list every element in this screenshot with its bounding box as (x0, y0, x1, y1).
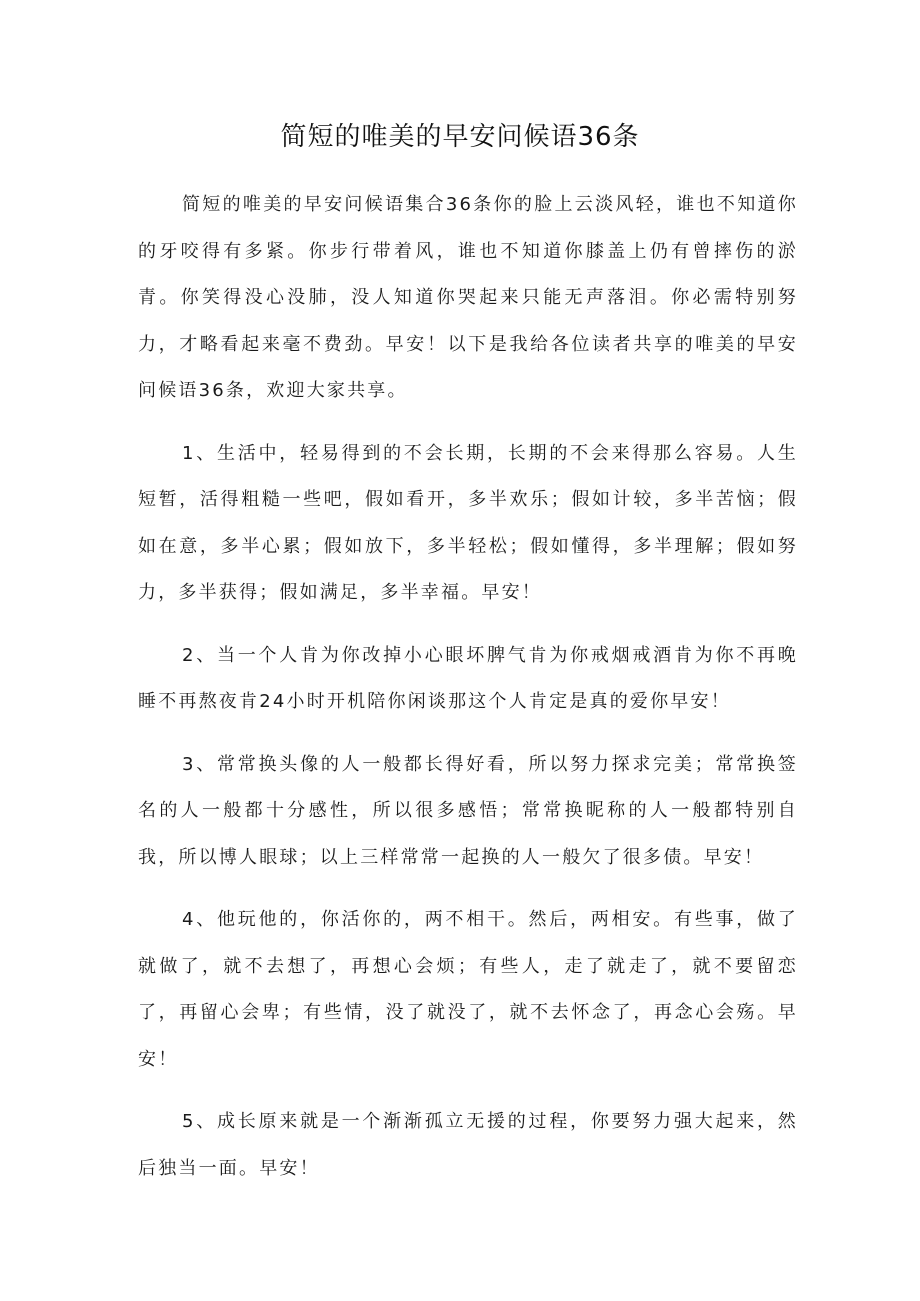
intro-paragraph: 简短的唯美的早安问候语集合36条你的脸上云淡风轻，谁也不知道你的牙咬得有多紧。你步行带着风，谁也不知道你膝盖上仍有曾摔伤的淤青。你笑得没心没肺，没人知道你哭起来只能无声落泪。你必需特别努力，才略看起来毫不费劲。早安！以下是我给各位读者共享的唯美的早安问候语36条，欢迎大家共享。 (138, 194, 798, 401)
greeting-paragraph-5: 5、成长原来就是一个渐渐孤立无援的过程，你要努力强大起来，然后独当一面。早安！ (138, 1111, 798, 1179)
greeting-paragraph-4: 4、他玩他的，你活你的，两不相干。然后，两相安。有些事，做了就做了，就不去想了，再想心会烦；有些人，走了就走了，就不要留恋了，再留心会卑；有些情，没了就没了，就不去怀念了，再念心会殇。早安！ (138, 909, 798, 1070)
greeting-paragraph-3: 3、常常换头像的人一般都长得好看，所以努力探求完美；常常换签名的人一般都十分感性，所以很多感悟；常常换昵称的人一般都特别自我，所以博人眼球；以上三样常常一起换的人一般欠了很多债。早安！ (138, 753, 798, 868)
document-body (138, 182, 798, 1208)
greeting-paragraph-1: 1、生活中，轻易得到的不会长期，长期的不会来得那么容易。人生短暂，活得粗糙一些吧，假如看开，多半欢乐；假如计较，多半苦恼；假如在意，多半心累；假如放下，多半轻松；假如懂得，多半理解；假如努力，多半获得；假如满足，多半幸福。早安！ (138, 442, 798, 603)
greeting-paragraph-2: 2、当一个人肯为你改掉小心眼坏脾气肯为你戒烟戒酒肯为你不再晚睡不再熬夜肯24小时开机陪你闲谈那这个人肯定是真的爱你早安！ (138, 644, 798, 712)
document-title: 简短的唯美的早安问候语36条 (280, 122, 640, 152)
